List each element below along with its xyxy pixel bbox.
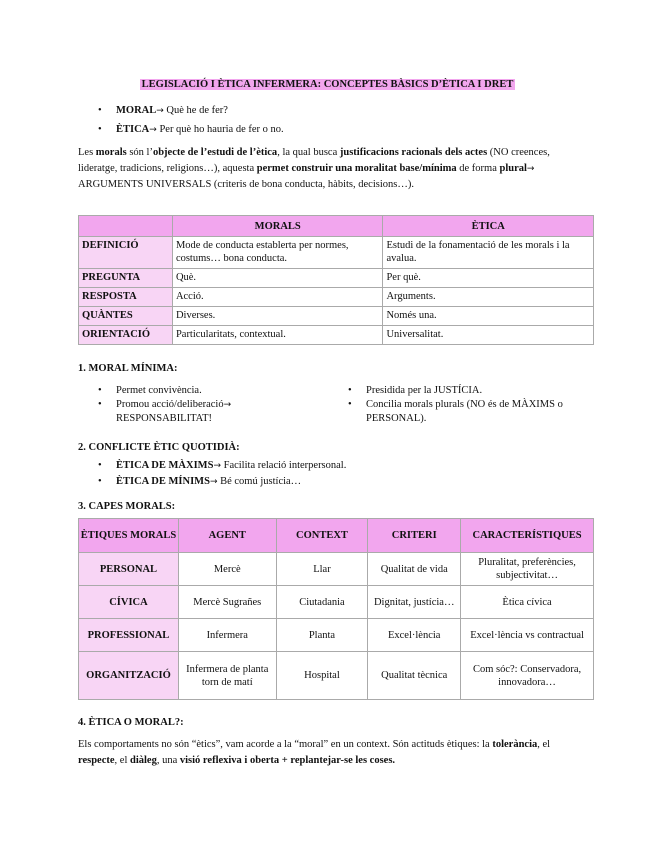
table-cell: Dignitat, justícia… [368, 586, 461, 619]
intro-bullet-list [96, 104, 576, 137]
list-item: • Permet convivència. [96, 384, 331, 398]
table-header-cell: ÈTIQUES MORALS [79, 519, 179, 553]
table-cell: Què. [172, 269, 383, 288]
table-cell: Qualitat tècnica [368, 652, 461, 700]
table-header-cell: AGENT [178, 519, 276, 553]
table-cell: Planta [276, 619, 368, 652]
table-row [79, 652, 594, 700]
list-item: • ÈTICA DE MÀXIMS→ Facilita relació interpersonal. [96, 459, 576, 473]
row-label: CÍVICA [79, 586, 179, 619]
table-header-cell: CRITERI [368, 519, 461, 553]
row-label: PERSONAL [79, 553, 179, 586]
table-cell: Particularitats, contextual. [172, 326, 383, 345]
row-label: PREGUNTA [79, 269, 173, 288]
row-label: ORGANITZACIÓ [79, 652, 179, 700]
table-header-cell: MORALS [172, 216, 383, 237]
table-cell: Per què. [383, 269, 594, 288]
list-item: • ÈTICA DE MÍNIMS→ Bé comú justícia… [96, 475, 576, 489]
table-cell: Ètica cívica [461, 586, 594, 619]
table-row [79, 237, 594, 269]
table-cell: Mercè [178, 553, 276, 586]
table-cell: Hospital [276, 652, 368, 700]
section-heading: 4. ÈTICA O MORAL?: [78, 717, 184, 728]
table-header-row [79, 519, 594, 553]
list-item: • Concilia morals plurals (NO és de MÀXIMS o PERSONAL). [346, 398, 591, 426]
row-label: ORIENTACIÓ [79, 326, 173, 345]
table-row [79, 269, 594, 288]
section-heading: 1. MORAL MÍNIMA: [78, 363, 178, 374]
table-row [79, 326, 594, 345]
table-cell: Com sóc?: Conservadora, innovadora… [461, 652, 594, 700]
section-heading: 2. CONFLICTE ÈTIC QUOTIDIÀ: [78, 442, 240, 453]
table-cell: Excel·lència [368, 619, 461, 652]
table-cell: Diverses. [172, 307, 383, 326]
table-header-cell [79, 216, 173, 237]
list-item: • Presidida per la JUSTÍCIA. [346, 384, 591, 398]
table-cell: Llar [276, 553, 368, 586]
table-row [79, 553, 594, 586]
row-label: RESPOSTA [79, 288, 173, 307]
moral-layers-table [78, 518, 594, 700]
table-row [79, 619, 594, 652]
table-row [79, 307, 594, 326]
row-label: QUÀNTES [79, 307, 173, 326]
row-label: PROFESSIONAL [79, 619, 179, 652]
document-title [0, 79, 655, 90]
table-cell: Estudi de la fonamentació de les morals i la avalua. [383, 237, 594, 269]
section4-paragraph: Els comportaments no són “ètics”, vam acorde a la “moral” en un context. Són actituds ètiques: la tolerància, el respecte, el diàleg, una visió reflexiva i oberta + replantejar-se les coses. [78, 739, 551, 766]
table-header-cell: CONTEXT [276, 519, 368, 553]
title-text: LEGISLACIÓ I ÈTICA INFERMERA: CONCEPTES BÀSICS D’ÈTICA I DRET [141, 79, 514, 90]
section2-list [96, 459, 576, 489]
table-cell: Només una. [383, 307, 594, 326]
table-cell: Acció. [172, 288, 383, 307]
intro-paragraph: Les morals són l’objecte de l’estudi de l’ètica, la qual busca justificacions racionals dels actes (NO creences, lideratge, tradicions, religions…), aquesta permet construir una moralitat base/mínima de forma plural→ ARGUMENTS UNIVERSALS (criteris de bona conducta, hàbits, decisions…). [78, 147, 550, 190]
morals-vs-ethics-table [78, 215, 594, 345]
table-cell: Pluralitat, preferències, subjectivitat… [461, 553, 594, 586]
table-cell: Universalitat. [383, 326, 594, 345]
section1-right-list [346, 384, 591, 426]
table-cell: Infermera [178, 619, 276, 652]
list-item: • ÈTICA→ Per què ho hauria de fer o no. [96, 123, 576, 137]
list-item: • MORAL→ Què he de fer? [96, 104, 576, 118]
table-row [79, 288, 594, 307]
section1-left-list [96, 384, 331, 426]
table-row [79, 586, 594, 619]
table-header-cell: ÈTICA [383, 216, 594, 237]
table-cell: Mercè Sugrañes [178, 586, 276, 619]
table-header-row [79, 216, 594, 237]
table-cell: Qualitat de vida [368, 553, 461, 586]
row-label: DEFINICIÓ [79, 237, 173, 269]
table-cell: Ciutadania [276, 586, 368, 619]
list-item: • Promou acció/deliberació→ RESPONSABILITAT! [96, 398, 331, 426]
table-cell: Infermera de planta torn de matí [178, 652, 276, 700]
table-cell: Mode de conducta establerta per normes, costums… bona conducta. [172, 237, 383, 269]
table-header-cell: CARACTERÍSTIQUES [461, 519, 594, 553]
table-cell: Excel·lència vs contractual [461, 619, 594, 652]
table-cell: Arguments. [383, 288, 594, 307]
section-heading: 3. CAPES MORALS: [78, 501, 176, 512]
